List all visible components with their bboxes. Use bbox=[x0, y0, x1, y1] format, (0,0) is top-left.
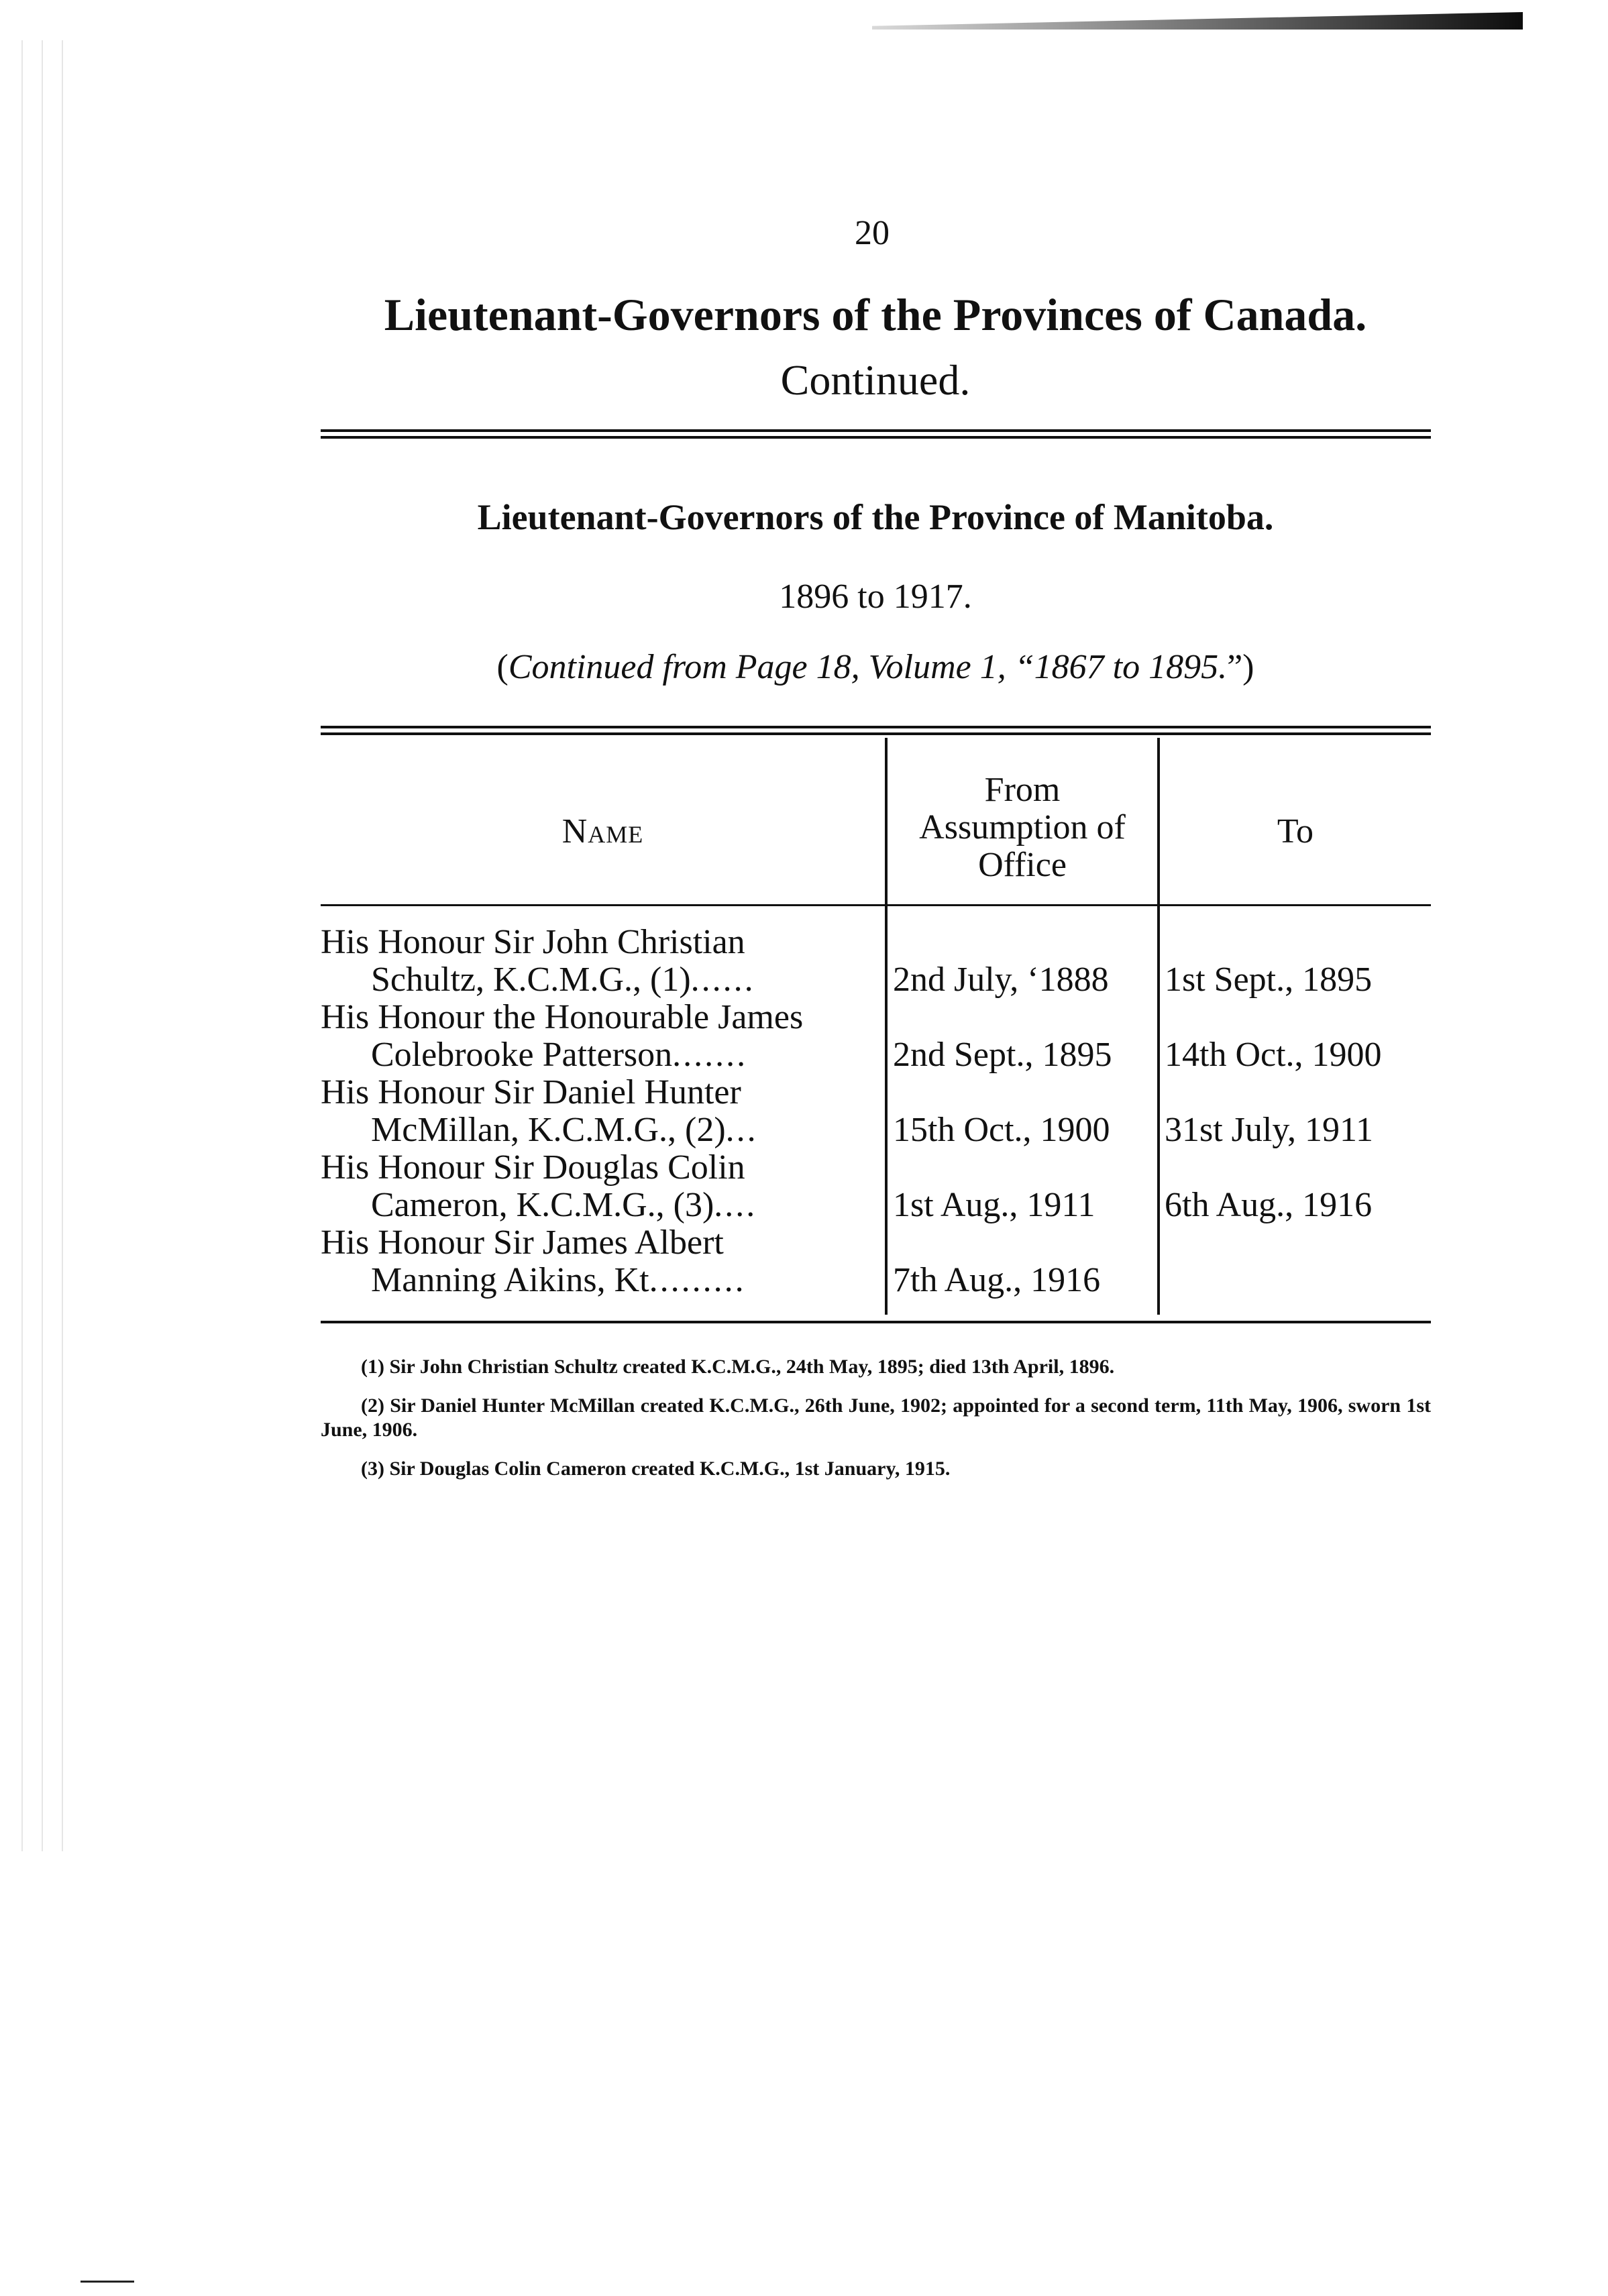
continued-note-close: ”) bbox=[1227, 648, 1254, 686]
name-line: His Honour Sir James Albert bbox=[321, 1223, 724, 1262]
from-date: 15th Oct., 1900 bbox=[893, 1111, 1110, 1149]
from-date: 7th Aug., 1916 bbox=[893, 1261, 1101, 1299]
name-text: Manning Aikins, Kt bbox=[371, 1261, 649, 1299]
name-line-continued bbox=[371, 1110, 885, 1150]
table-row bbox=[321, 1223, 1431, 1298]
year-range: 1896 to 1917. bbox=[779, 578, 972, 616]
continued-note-open: ( bbox=[496, 648, 508, 686]
header-to: To bbox=[1277, 812, 1314, 851]
to-date: 14th Oct., 1900 bbox=[1165, 1036, 1382, 1074]
name-text: Cameron, K.C.M.G., (3) bbox=[371, 1186, 714, 1224]
section-title: Lieutenant-Governors of the Province of Manitoba. bbox=[477, 497, 1274, 537]
name-line: His Honour Sir Daniel Hunter bbox=[321, 1073, 741, 1111]
leader-dots: ......... bbox=[649, 1261, 746, 1299]
header-from-line: Assumption of bbox=[919, 808, 1126, 846]
leader-dots: ...... bbox=[690, 961, 755, 999]
header-from-line: From bbox=[984, 771, 1061, 809]
double-rule bbox=[321, 429, 1431, 439]
header-rule bbox=[321, 904, 1431, 906]
from-date: 1st Aug., 1911 bbox=[893, 1186, 1095, 1224]
footnotes bbox=[321, 1355, 1431, 1496]
name-line-continued bbox=[371, 960, 885, 999]
table-row bbox=[321, 997, 1431, 1073]
table-row bbox=[321, 922, 1431, 997]
table-row bbox=[321, 1148, 1431, 1223]
footnote: (1) Sir John Christian Schultz created K.C.M.G., 24th May, 1895; died 13th April, 1896. bbox=[361, 1356, 1115, 1378]
continued-label: Continued. bbox=[780, 356, 971, 404]
name-line: His Honour Sir John Christian bbox=[321, 923, 745, 961]
footnote: (3) Sir Douglas Colin Cameron created K.C.M.G., 1st January, 1915. bbox=[361, 1458, 951, 1480]
continued-note bbox=[315, 647, 1436, 687]
scan-edge-artifact bbox=[12, 40, 72, 1851]
scan-top-artifact bbox=[872, 12, 1523, 30]
table-row bbox=[321, 1073, 1431, 1148]
continued-note-italic: Continued from Page 18, Volume 1, “1867 to 1895. bbox=[508, 648, 1228, 686]
to-date: 31st July, 1911 bbox=[1165, 1111, 1374, 1149]
name-text: McMillan, K.C.M.G., (2) bbox=[371, 1111, 726, 1149]
to-date: 6th Aug., 1916 bbox=[1165, 1186, 1373, 1224]
leader-dots: ... bbox=[725, 1111, 758, 1149]
page-number: 20 bbox=[855, 214, 890, 252]
name-line: His Honour the Honourable James bbox=[321, 998, 804, 1036]
leader-dots: .... bbox=[714, 1186, 757, 1224]
leader-dots: ....... bbox=[672, 1036, 748, 1074]
name-line-continued bbox=[371, 1185, 885, 1225]
header-from bbox=[888, 771, 1157, 884]
footnote: (2) Sir Daniel Hunter McMillan created K.C.M.G., 26th June, 1902; appointed for a second term, 11th May, 1906, sworn 1st June, 1906. bbox=[321, 1395, 1431, 1441]
scan-bottom-mark bbox=[81, 2281, 134, 2283]
name-text: Colebrooke Patterson bbox=[371, 1036, 673, 1074]
from-date: 2nd July, ‘1888 bbox=[893, 961, 1109, 999]
from-date: 2nd Sept., 1895 bbox=[893, 1036, 1112, 1074]
governors-table bbox=[321, 738, 1431, 1315]
name-line: His Honour Sir Douglas Colin bbox=[321, 1148, 745, 1187]
table-top-rule bbox=[321, 726, 1431, 735]
table-bottom-rule bbox=[321, 1321, 1431, 1323]
main-title: Lieutenant-Governors of the Provinces of Canada. bbox=[384, 289, 1367, 340]
header-name: Name bbox=[561, 812, 644, 851]
name-text: Schultz, K.C.M.G., (1) bbox=[371, 961, 691, 999]
header-from-line: Office bbox=[978, 846, 1067, 884]
name-line-continued bbox=[371, 1035, 885, 1075]
to-date: 1st Sept., 1895 bbox=[1165, 961, 1373, 999]
name-line-continued bbox=[371, 1260, 885, 1300]
